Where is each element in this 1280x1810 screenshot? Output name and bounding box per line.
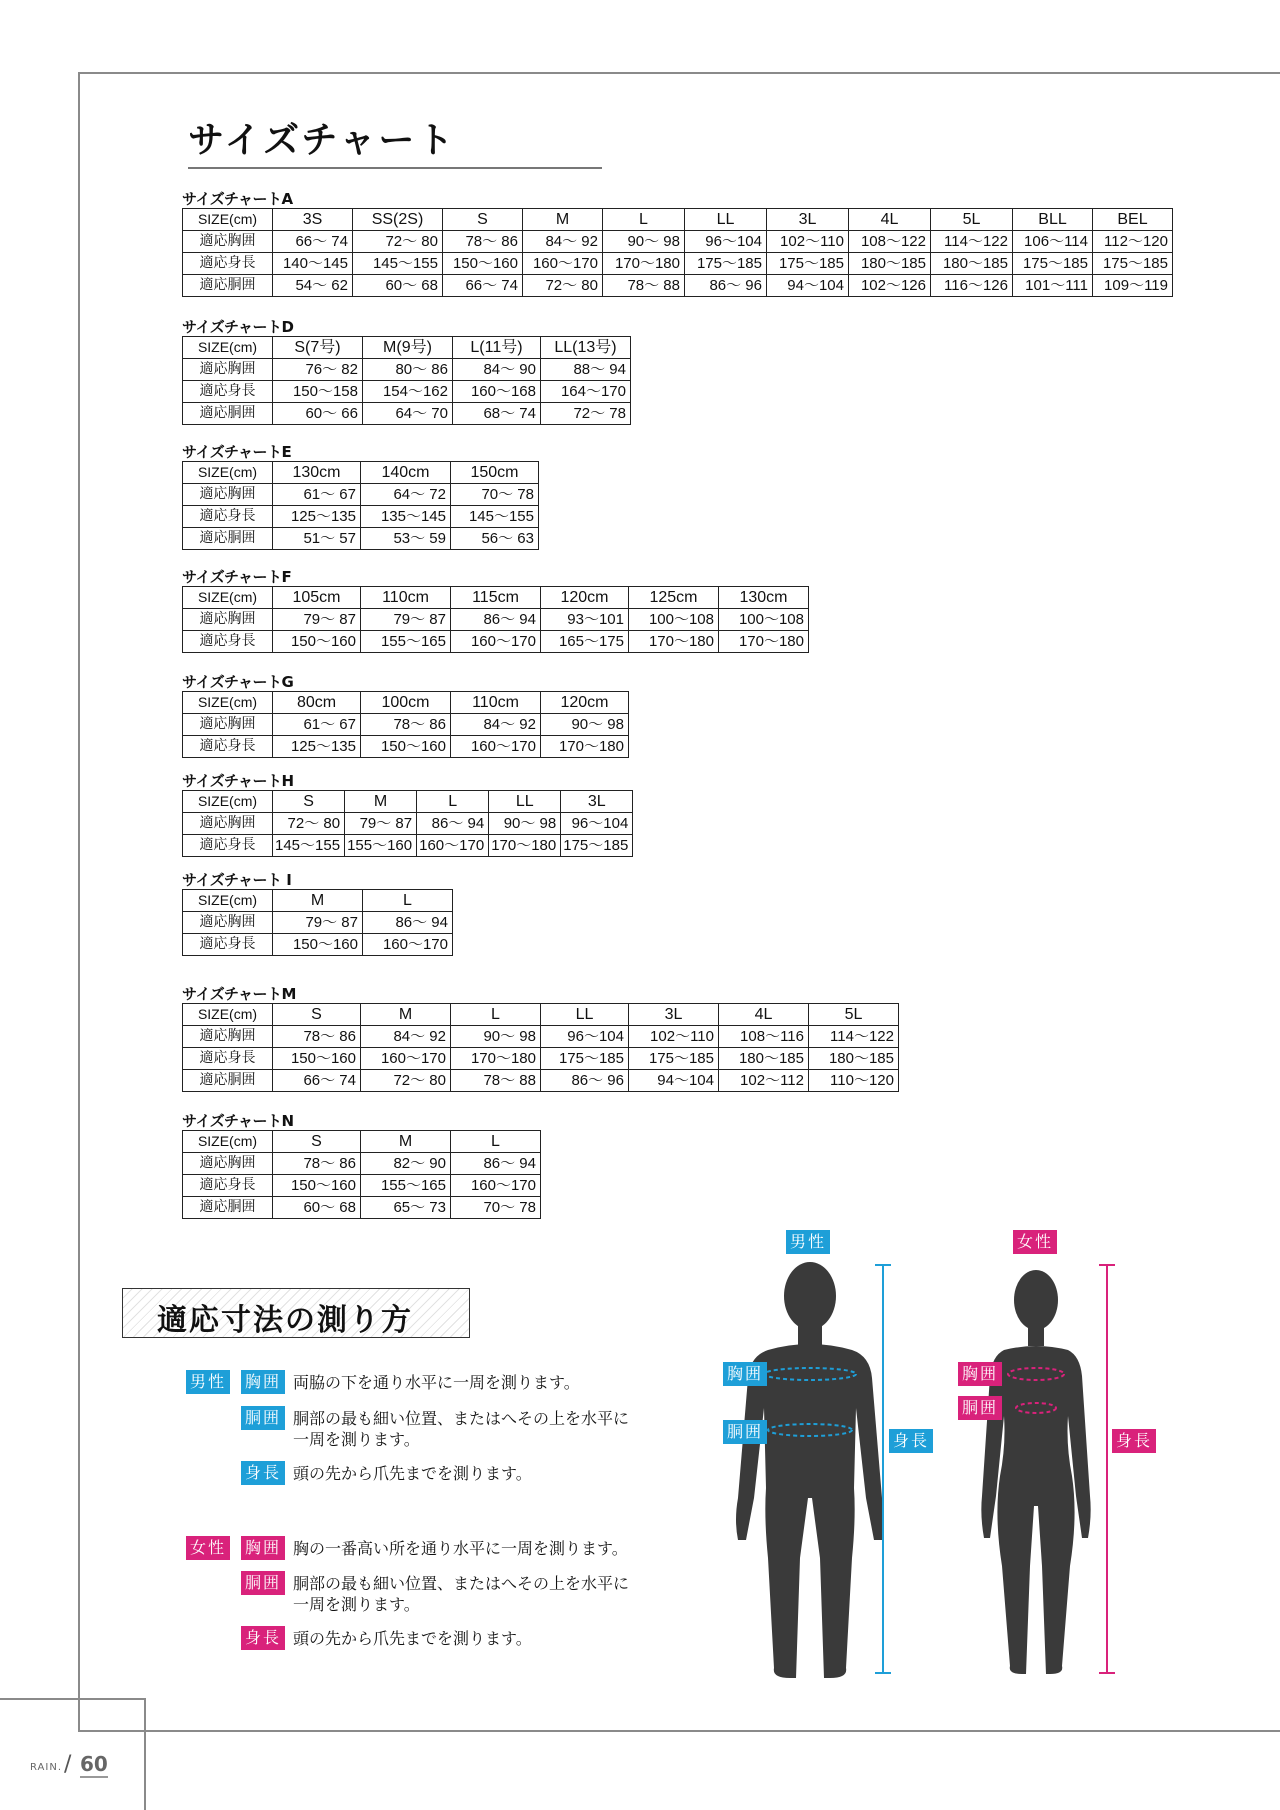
row-label-height: 適応身長 [183, 934, 273, 956]
table-row-chest [183, 912, 453, 934]
male-waist-desc-1: 胴部の最も細い位置、またはへその上を水平に [293, 1409, 630, 1428]
female-tag: 女性 [186, 1536, 230, 1560]
table-row-chest [183, 609, 809, 631]
figure-female-waist-label: 胴囲 [958, 1396, 1002, 1420]
value-cell: 114～122 [931, 231, 1013, 253]
value-cell: 102～110 [629, 1026, 719, 1048]
size-header-cell: 4L [849, 209, 931, 231]
size-chart-n [182, 1112, 541, 1219]
table-row-height [183, 631, 809, 653]
table-row-height [183, 934, 453, 956]
row-label-height: 適応身長 [183, 1048, 273, 1070]
frame-bottom-rule [78, 1730, 1280, 1732]
row-label-size: SIZE(cm) [183, 209, 273, 231]
value-cell: 78～ 86 [443, 231, 523, 253]
row-label-chest: 適応胸囲 [183, 484, 273, 506]
chart-label: サイズチャートD [182, 318, 294, 336]
value-cell: 90～ 98 [603, 231, 685, 253]
frame-left-rule [78, 72, 80, 1732]
row-label-chest: 適応胸囲 [183, 359, 273, 381]
value-cell: 109～119 [1093, 275, 1173, 297]
size-header-row [183, 1004, 899, 1026]
size-header-cell: S [273, 1004, 361, 1026]
size-chart-m [182, 985, 899, 1092]
male-height-desc: 頭の先から爪先までを測ります。 [293, 1464, 532, 1483]
value-cell: 164～170 [541, 381, 631, 403]
value-cell: 79～ 87 [361, 609, 451, 631]
value-cell: 145～155 [451, 506, 539, 528]
value-cell: 160～170 [417, 835, 489, 857]
value-cell: 175～185 [629, 1048, 719, 1070]
value-cell: 175～185 [767, 253, 849, 275]
size-header-cell: L [451, 1004, 541, 1026]
value-cell: 180～185 [809, 1048, 899, 1070]
row-label-chest: 適応胸囲 [183, 1026, 273, 1048]
value-cell: 72～ 78 [541, 403, 631, 425]
value-cell: 90～ 98 [489, 813, 561, 835]
value-cell: 112～120 [1093, 231, 1173, 253]
value-cell: 90～ 98 [451, 1026, 541, 1048]
male-chest-desc: 両脇の下を通り水平に一周を測ります。 [293, 1373, 580, 1392]
howto-heading-box [122, 1288, 470, 1338]
size-header-cell: 5L [809, 1004, 899, 1026]
female-waist-desc-2: 一周を測ります。 [293, 1595, 420, 1614]
value-cell: 160～170 [451, 736, 541, 758]
row-label-chest: 適応胸囲 [183, 714, 273, 736]
male-tag: 男性 [186, 1370, 230, 1394]
figure-male-label: 男性 [786, 1230, 830, 1254]
value-cell: 125～135 [273, 506, 361, 528]
size-header-cell: 4L [719, 1004, 809, 1026]
size-header-cell: M(9号) [363, 337, 453, 359]
value-cell: 150～160 [273, 934, 363, 956]
value-cell: 68～ 74 [453, 403, 541, 425]
value-cell: 84～ 92 [361, 1026, 451, 1048]
value-cell: 160～170 [523, 253, 603, 275]
male-waist-tag: 胴囲 [241, 1406, 285, 1430]
female-height-cap-top [1099, 1264, 1115, 1266]
figure-female-label: 女性 [1013, 1230, 1057, 1254]
value-cell: 100～108 [719, 609, 809, 631]
value-cell: 65～ 73 [361, 1197, 451, 1219]
value-cell: 94～104 [629, 1070, 719, 1092]
value-cell: 66～ 74 [273, 231, 353, 253]
row-label-height: 適応身長 [183, 1175, 273, 1197]
value-cell: 70～ 78 [451, 484, 539, 506]
size-header-cell: S [273, 1131, 361, 1153]
value-cell: 86～ 94 [363, 912, 453, 934]
value-cell: 78～ 86 [273, 1153, 361, 1175]
value-cell: 72～ 80 [523, 275, 603, 297]
value-cell: 160～170 [451, 1175, 541, 1197]
size-header-cell: M [345, 791, 417, 813]
chart-label: サイズチャート I [182, 871, 292, 889]
row-label-waist: 適応胴囲 [183, 528, 273, 550]
row-label-size: SIZE(cm) [183, 587, 273, 609]
size-header-cell: 3L [629, 1004, 719, 1026]
value-cell: 86～ 96 [541, 1070, 629, 1092]
value-cell: 60～ 66 [273, 403, 363, 425]
value-cell: 79～ 87 [273, 912, 363, 934]
value-cell: 175～185 [561, 835, 633, 857]
value-cell: 100～108 [629, 609, 719, 631]
value-cell: 160～168 [453, 381, 541, 403]
size-header-cell: LL [489, 791, 561, 813]
size-table [182, 461, 539, 550]
female-chest-tag: 胸囲 [241, 1536, 285, 1560]
size-header-row [183, 587, 809, 609]
size-header-cell: 130cm [273, 462, 361, 484]
value-cell: 79～ 87 [345, 813, 417, 835]
size-header-cell: 3L [767, 209, 849, 231]
value-cell: 78～ 88 [603, 275, 685, 297]
male-body-silhouette [730, 1258, 890, 1680]
value-cell: 86～ 94 [451, 609, 541, 631]
size-table [182, 208, 1173, 297]
value-cell: 106～114 [1013, 231, 1093, 253]
table-row-chest [183, 359, 631, 381]
size-header-row [183, 462, 539, 484]
size-header-cell: M [523, 209, 603, 231]
value-cell: 145～155 [273, 835, 345, 857]
value-cell: 53～ 59 [361, 528, 451, 550]
row-label-chest: 適応胸囲 [183, 609, 273, 631]
value-cell: 154～162 [363, 381, 453, 403]
size-chart-i [182, 871, 453, 956]
size-table [182, 889, 453, 956]
value-cell: 78～ 88 [451, 1070, 541, 1092]
table-row-waist [183, 1197, 541, 1219]
size-header-cell: 3S [273, 209, 353, 231]
row-label-height: 適応身長 [183, 736, 273, 758]
value-cell: 114～122 [809, 1026, 899, 1048]
size-header-row [183, 209, 1173, 231]
value-cell: 110～120 [809, 1070, 899, 1092]
size-header-cell: LL [541, 1004, 629, 1026]
size-header-cell: L(11号) [453, 337, 541, 359]
size-header-cell: 115cm [451, 587, 541, 609]
female-waist-desc-1: 胴部の最も細い位置、またはへその上を水平に [293, 1574, 630, 1593]
value-cell: 101～111 [1013, 275, 1093, 297]
value-cell: 150～160 [443, 253, 523, 275]
row-label-chest: 適応胸囲 [183, 813, 273, 835]
chart-label: サイズチャートH [182, 772, 294, 790]
value-cell: 180～185 [849, 253, 931, 275]
value-cell: 79～ 87 [273, 609, 361, 631]
male-chest-tag: 胸囲 [241, 1370, 285, 1394]
size-header-cell: 125cm [629, 587, 719, 609]
value-cell: 170～180 [451, 1048, 541, 1070]
row-label-height: 適応身長 [183, 381, 273, 403]
table-row-height [183, 835, 633, 857]
value-cell: 76～ 82 [273, 359, 363, 381]
figure-male-waist-label: 胴囲 [723, 1420, 767, 1444]
value-cell: 125～135 [273, 736, 361, 758]
value-cell: 61～ 67 [273, 484, 361, 506]
value-cell: 86～ 96 [685, 275, 767, 297]
size-header-cell: SS(2S) [353, 209, 443, 231]
size-header-cell: 80cm [273, 692, 361, 714]
row-label-chest: 適応胸囲 [183, 231, 273, 253]
value-cell: 66～ 74 [443, 275, 523, 297]
row-label-waist: 適応胴囲 [183, 403, 273, 425]
size-chart-f [182, 568, 809, 653]
size-chart-e [182, 443, 539, 550]
footer-brand: RAIN. [30, 1762, 62, 1773]
size-header-cell: 140cm [361, 462, 451, 484]
male-waist-desc-2: 一周を測ります。 [293, 1430, 420, 1449]
value-cell: 84～ 92 [451, 714, 541, 736]
size-table [182, 691, 629, 758]
table-row-height [183, 736, 629, 758]
value-cell: 170～180 [541, 736, 629, 758]
frame-top-rule [78, 72, 1280, 74]
table-row-waist [183, 1070, 899, 1092]
male-height-bar [882, 1265, 884, 1673]
size-header-cell: 130cm [719, 587, 809, 609]
corner-rule-h [0, 1698, 146, 1700]
value-cell: 86～ 94 [417, 813, 489, 835]
value-cell: 86～ 94 [451, 1153, 541, 1175]
value-cell: 180～185 [719, 1048, 809, 1070]
size-header-cell: 100cm [361, 692, 451, 714]
corner-rule-v [144, 1698, 146, 1810]
value-cell: 170～180 [489, 835, 561, 857]
row-label-size: SIZE(cm) [183, 692, 273, 714]
male-height-cap-top [875, 1264, 891, 1266]
size-header-cell: S(7号) [273, 337, 363, 359]
size-header-cell: M [361, 1131, 451, 1153]
value-cell: 51～ 57 [273, 528, 361, 550]
table-row-waist [183, 528, 539, 550]
value-cell: 102～110 [767, 231, 849, 253]
table-row-chest [183, 484, 539, 506]
table-row-height [183, 1048, 899, 1070]
size-header-cell: M [273, 890, 363, 912]
table-row-height [183, 253, 1173, 275]
value-cell: 96～104 [685, 231, 767, 253]
value-cell: 90～ 98 [541, 714, 629, 736]
value-cell: 60～ 68 [273, 1197, 361, 1219]
size-chart-a [182, 190, 1173, 297]
figure-male-height-label: 身長 [889, 1429, 933, 1453]
female-height-tag: 身長 [241, 1626, 285, 1650]
value-cell: 116～126 [931, 275, 1013, 297]
row-label-chest: 適応胸囲 [183, 912, 273, 934]
value-cell: 102～126 [849, 275, 931, 297]
row-label-size: SIZE(cm) [183, 462, 273, 484]
row-label-waist: 適応胴囲 [183, 1197, 273, 1219]
value-cell: 108～116 [719, 1026, 809, 1048]
value-cell: 64～ 72 [361, 484, 451, 506]
value-cell: 72～ 80 [361, 1070, 451, 1092]
row-label-size: SIZE(cm) [183, 791, 273, 813]
footer-separator: / [64, 1752, 72, 1777]
size-header-cell: BEL [1093, 209, 1173, 231]
size-header-cell: 120cm [541, 692, 629, 714]
value-cell: 150～160 [273, 631, 361, 653]
chart-label: サイズチャートG [182, 673, 294, 691]
row-label-height: 適応身長 [183, 253, 273, 275]
value-cell: 155～160 [345, 835, 417, 857]
howto-title: 適応寸法の測り方 [157, 1303, 413, 1338]
value-cell: 82～ 90 [361, 1153, 451, 1175]
value-cell: 145～155 [353, 253, 443, 275]
size-header-cell: 3L [561, 791, 633, 813]
value-cell: 64～ 70 [363, 403, 453, 425]
row-label-size: SIZE(cm) [183, 890, 273, 912]
size-header-cell: LL(13号) [541, 337, 631, 359]
value-cell: 165～175 [541, 631, 629, 653]
size-header-cell: 110cm [451, 692, 541, 714]
page-title: サイズチャート [188, 120, 457, 161]
female-height-cap-bottom [1099, 1672, 1115, 1674]
size-header-cell: L [417, 791, 489, 813]
figure-male-chest-label: 胸囲 [723, 1362, 767, 1386]
value-cell: 96～104 [541, 1026, 629, 1048]
female-height-bar [1106, 1265, 1108, 1673]
size-header-row [183, 791, 633, 813]
value-cell: 170～180 [629, 631, 719, 653]
size-header-cell: 105cm [273, 587, 361, 609]
row-label-height: 適応身長 [183, 835, 273, 857]
value-cell: 150～160 [273, 1175, 361, 1197]
value-cell: 84～ 90 [453, 359, 541, 381]
value-cell: 180～185 [931, 253, 1013, 275]
table-row-chest [183, 714, 629, 736]
value-cell: 170～180 [719, 631, 809, 653]
table-row-height [183, 506, 539, 528]
row-label-size: SIZE(cm) [183, 1004, 273, 1026]
female-chest-desc: 胸の一番高い所を通り水平に一周を測ります。 [293, 1539, 628, 1558]
size-table [182, 1130, 541, 1219]
size-header-cell: BLL [1013, 209, 1093, 231]
value-cell: 56～ 63 [451, 528, 539, 550]
value-cell: 96～104 [561, 813, 633, 835]
size-chart-g [182, 673, 629, 758]
table-row-height [183, 381, 631, 403]
size-header-cell: M [361, 1004, 451, 1026]
value-cell: 135～145 [361, 506, 451, 528]
value-cell: 78～ 86 [273, 1026, 361, 1048]
table-row-chest [183, 1026, 899, 1048]
value-cell: 93～101 [541, 609, 629, 631]
row-label-size: SIZE(cm) [183, 337, 273, 359]
value-cell: 155～165 [361, 631, 451, 653]
size-chart-h [182, 772, 633, 857]
size-header-cell: S [273, 791, 345, 813]
value-cell: 150～158 [273, 381, 363, 403]
value-cell: 160～170 [451, 631, 541, 653]
size-header-row [183, 1131, 541, 1153]
value-cell: 78～ 86 [361, 714, 451, 736]
chart-label: サイズチャートA [182, 190, 293, 208]
value-cell: 94～104 [767, 275, 849, 297]
size-header-row [183, 692, 629, 714]
page-number: 60 [80, 1752, 108, 1776]
value-cell: 160～170 [361, 1048, 451, 1070]
row-label-size: SIZE(cm) [183, 1131, 273, 1153]
row-label-chest: 適応胸囲 [183, 1153, 273, 1175]
value-cell: 175～185 [1093, 253, 1173, 275]
chart-label: サイズチャートN [182, 1112, 294, 1130]
value-cell: 84～ 92 [523, 231, 603, 253]
value-cell: 88～ 94 [541, 359, 631, 381]
size-chart-d [182, 318, 631, 425]
figure-female-height-label: 身長 [1112, 1429, 1156, 1453]
size-header-cell: 110cm [361, 587, 451, 609]
value-cell: 160～170 [363, 934, 453, 956]
size-header-cell: S [443, 209, 523, 231]
size-table [182, 586, 809, 653]
value-cell: 175～185 [685, 253, 767, 275]
size-header-cell: 5L [931, 209, 1013, 231]
size-header-cell: 120cm [541, 587, 629, 609]
size-table [182, 790, 633, 857]
table-row-chest [183, 1153, 541, 1175]
row-label-waist: 適応胴囲 [183, 1070, 273, 1092]
value-cell: 72～ 80 [353, 231, 443, 253]
size-header-cell: L [603, 209, 685, 231]
figure-female-chest-label: 胸囲 [958, 1362, 1002, 1386]
value-cell: 108～122 [849, 231, 931, 253]
value-cell: 155～165 [361, 1175, 451, 1197]
row-label-height: 適応身長 [183, 631, 273, 653]
female-waist-tag: 胴囲 [241, 1571, 285, 1595]
value-cell: 60～ 68 [353, 275, 443, 297]
value-cell: 140～145 [273, 253, 353, 275]
value-cell: 175～185 [1013, 253, 1093, 275]
value-cell: 170～180 [603, 253, 685, 275]
value-cell: 80～ 86 [363, 359, 453, 381]
size-header-row [183, 890, 453, 912]
table-row-waist [183, 275, 1173, 297]
value-cell: 150～160 [273, 1048, 361, 1070]
size-table [182, 336, 631, 425]
chart-label: サイズチャートF [182, 568, 292, 586]
value-cell: 66～ 74 [273, 1070, 361, 1092]
table-row-chest [183, 231, 1173, 253]
value-cell: 61～ 67 [273, 714, 361, 736]
female-body-silhouette [976, 1266, 1096, 1676]
value-cell: 72～ 80 [273, 813, 345, 835]
row-label-waist: 適応胴囲 [183, 275, 273, 297]
size-header-cell: L [363, 890, 453, 912]
table-row-height [183, 1175, 541, 1197]
size-table [182, 1003, 899, 1092]
female-height-desc: 頭の先から爪先までを測ります。 [293, 1629, 532, 1648]
value-cell: 70～ 78 [451, 1197, 541, 1219]
chart-label: サイズチャートM [182, 985, 296, 1003]
size-header-row [183, 337, 631, 359]
table-row-chest [183, 813, 633, 835]
table-row-waist [183, 403, 631, 425]
chart-label: サイズチャートE [182, 443, 292, 461]
size-header-cell: 150cm [451, 462, 539, 484]
value-cell: 175～185 [541, 1048, 629, 1070]
value-cell: 150～160 [361, 736, 451, 758]
title-underline [188, 167, 602, 169]
value-cell: 102～112 [719, 1070, 809, 1092]
value-cell: 54～ 62 [273, 275, 353, 297]
male-height-cap-bottom [875, 1672, 891, 1674]
size-header-cell: LL [685, 209, 767, 231]
row-label-height: 適応身長 [183, 506, 273, 528]
size-header-cell: L [451, 1131, 541, 1153]
male-height-tag: 身長 [241, 1461, 285, 1485]
